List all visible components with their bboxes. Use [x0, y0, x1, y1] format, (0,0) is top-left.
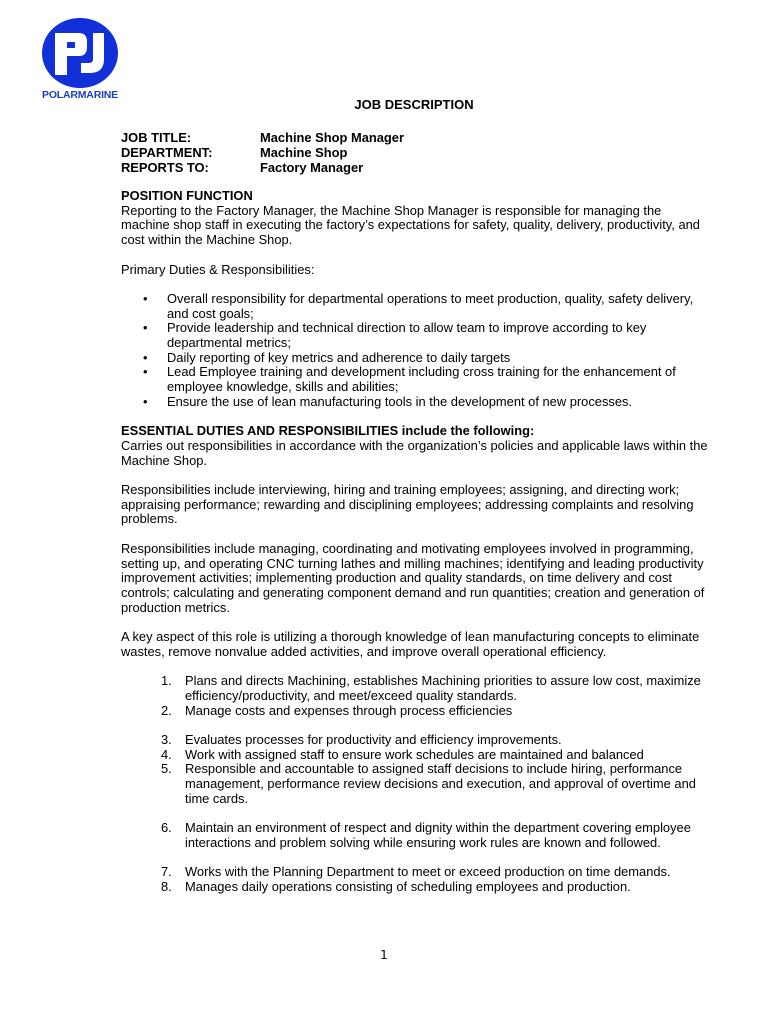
header-row-department: [121, 145, 404, 160]
page-number: 1: [380, 948, 388, 962]
essential-duties-heading: ESSENTIAL DUTIES AND RESPONSIBILITIES include the following:: [121, 423, 535, 439]
list-item: [121, 880, 709, 895]
header-label: JOB TITLE:: [121, 130, 192, 145]
list-item: [121, 733, 709, 748]
header-row-reports-to: [121, 160, 404, 175]
essential-paragraph: Carries out responsibilities in accordance with the organization’s policies and applicable laws within the Machine Shop.: [121, 437, 708, 468]
essential-paragraph: A key aspect of this role is utilizing a thorough knowledge of lean manufacturing concepts to eliminate wastes, remove nonvalue added activities, and improve overall operational efficiency.: [121, 629, 700, 659]
item-number: 3.: [161, 731, 172, 747]
list-item: • Lead Employee training and development including cross training for the enhancement of employee knowledge, skills and abilities;: [121, 365, 709, 394]
list-item: [121, 821, 709, 850]
document-body: [121, 189, 709, 895]
list-item: • Overall responsibility for departmental operations to meet production, quality, safety delivery, and cost goals;: [121, 292, 709, 321]
essential-paragraph: Responsibilities include interviewing, hiring and training employees; assigning, and directing work; appraising performance; rewarding and disciplining employees; addressing complaints and resolving problems.: [121, 482, 694, 527]
item-number: 1.: [161, 673, 172, 689]
item-number: 2.: [161, 702, 172, 718]
company-logo: [41, 17, 119, 101]
list-item: [121, 865, 709, 880]
item-text: Works with the Planning Department to meet or exceed production on time demands.: [185, 864, 671, 880]
item-number: 4.: [161, 746, 172, 762]
header-row-job-title: [121, 130, 404, 145]
header-value: Machine Shop: [260, 145, 348, 160]
item-text: Plans and directs Machining, establishes Machining priorities to assure low cost, maximize efficiency/productivity, and meet/exceed quality standards.: [185, 673, 701, 703]
position-function-heading: POSITION FUNCTION: [121, 188, 253, 203]
header-label: REPORTS TO:: [121, 160, 209, 175]
job-header: [121, 130, 404, 175]
essential-paragraph: Responsibilities include managing, coordinating and motivating employees involved in programming, setting up, and operating CNC turning lathes and milling machines; identifying and leading productivity improvement activities; implementing production and quality standards, on time delivery and cost controls; calculating and generating component demand and run quantities; creation and generation of production metrics.: [121, 540, 705, 615]
header-value: Machine Shop Manager: [260, 130, 404, 145]
header-label: DEPARTMENT:: [121, 145, 213, 160]
list-item: • Ensure the use of lean manufacturing tools in the development of new processes.: [121, 395, 709, 410]
list-item: [121, 762, 709, 806]
item-number: 6.: [161, 820, 172, 836]
document-title: JOB DESCRIPTION: [354, 97, 474, 112]
item-number: 8.: [161, 878, 172, 894]
item-text: Work with assigned staff to ensure work schedules are maintained and balanced: [185, 746, 644, 762]
list-item: • Provide leadership and technical direction to allow team to improve according to key departmental metrics;: [121, 321, 709, 350]
item-text: Manage costs and expenses through process efficiencies: [185, 702, 513, 718]
item-text: Manages daily operations consisting of scheduling employees and production.: [185, 878, 631, 894]
header-value: Factory Manager: [260, 160, 364, 175]
primary-duties-heading: Primary Duties & Responsibilities:: [121, 261, 315, 277]
numbered-duties-list: [121, 674, 709, 895]
position-function-text: Reporting to the Factory Manager, the Machine Shop Manager is responsible for managing the machine shop staff in executing the factory’s expectations for safety, quality, delivery, productivity, and cost within the Machine Shop.: [121, 202, 700, 248]
primary-duties-list: [121, 292, 709, 410]
list-item: [121, 748, 709, 763]
item-text: Responsible and accountable to assigned staff decisions to include hiring, performance management, performance review decisions and execution, and approval of overtime and time cards.: [185, 761, 696, 806]
list-item: [121, 674, 709, 703]
polarmarine-logo-icon: [41, 17, 119, 89]
item-text: Maintain an environment of respect and dignity within the department covering employee interactions and problem solving while ensuring work rules are known and followed.: [185, 820, 691, 850]
list-item: • Daily reporting of key metrics and adherence to daily targets: [121, 351, 709, 366]
item-number: 5.: [161, 761, 172, 777]
list-item: [121, 704, 709, 719]
logo-text: POLARMARINE: [42, 89, 118, 101]
item-text: Evaluates processes for productivity and efficiency improvements.: [185, 731, 562, 747]
item-number: 7.: [161, 864, 172, 880]
